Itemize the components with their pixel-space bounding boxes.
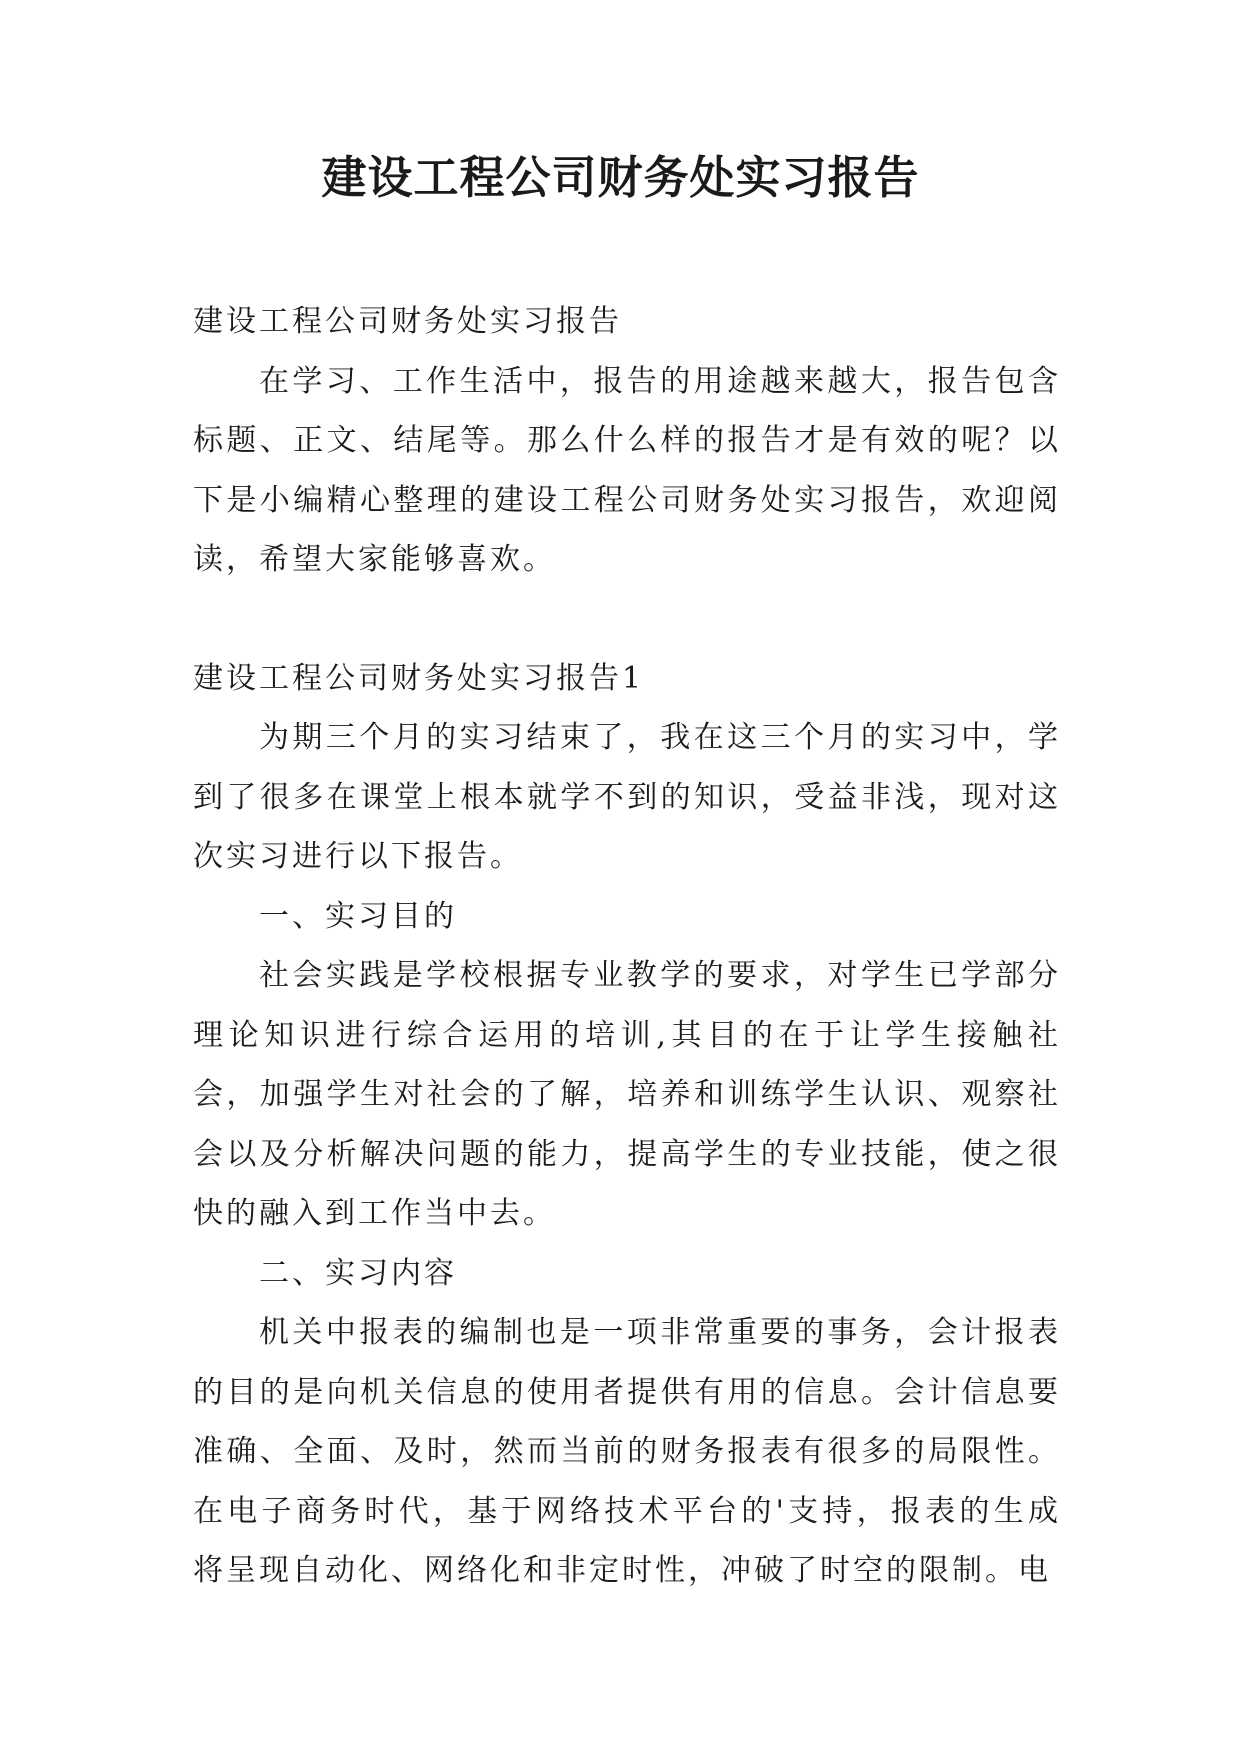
paragraph-opening: 为期三个月的实习结束了，我在这三个月的实习中，学到了很多在课堂上根本就学不到的知识，受益非浅，现对这次实习进行以下报告。 [193,720,1061,874]
heading-purpose: 一、实习目的 [259,898,457,934]
document-title: 建设工程公司财务处实习报告 [321,151,920,204]
section-gap [193,590,1061,649]
paragraph-purpose: 社会实践是学校根据专业教学的要求，对学生已学部分理论知识进行综合运用的培训,其目的在于让学生接触社会，加强学生对社会的了解，培养和训练学生认识、观察社会以及分析解决问题的能力，提高学生的专业技能，使之很快的融入到工作当中去。 [193,958,1061,1231]
heading-content: 二、实习内容 [259,1255,457,1291]
paragraph-content: 机关中报表的编制也是一项非常重要的事务，会计报表的目的是向机关信息的使用者提供有用的信息。会计信息要准确、全面、及时，然而当前的财务报表有很多的局限性。在电子商务时代，基于网络技术平台的'支持，报表的生成将呈现自动化、网络化和非定时性，冲破了时空的限制。电 [193,1315,1061,1588]
subtitle-line: 建设工程公司财务处实习报告 [193,304,622,339]
document-body [193,292,1061,1601]
section-title: 建设工程公司财务处实习报告1 [193,660,645,696]
intro-paragraph: 在学习、工作生活中，报告的用途越来越大，报告包含标题、正文、结尾等。那么什么样的报告才是有效的呢？以下是小编精心整理的建设工程公司财务处实习报告，欢迎阅读，希望大家能够喜欢。 [193,363,1061,577]
